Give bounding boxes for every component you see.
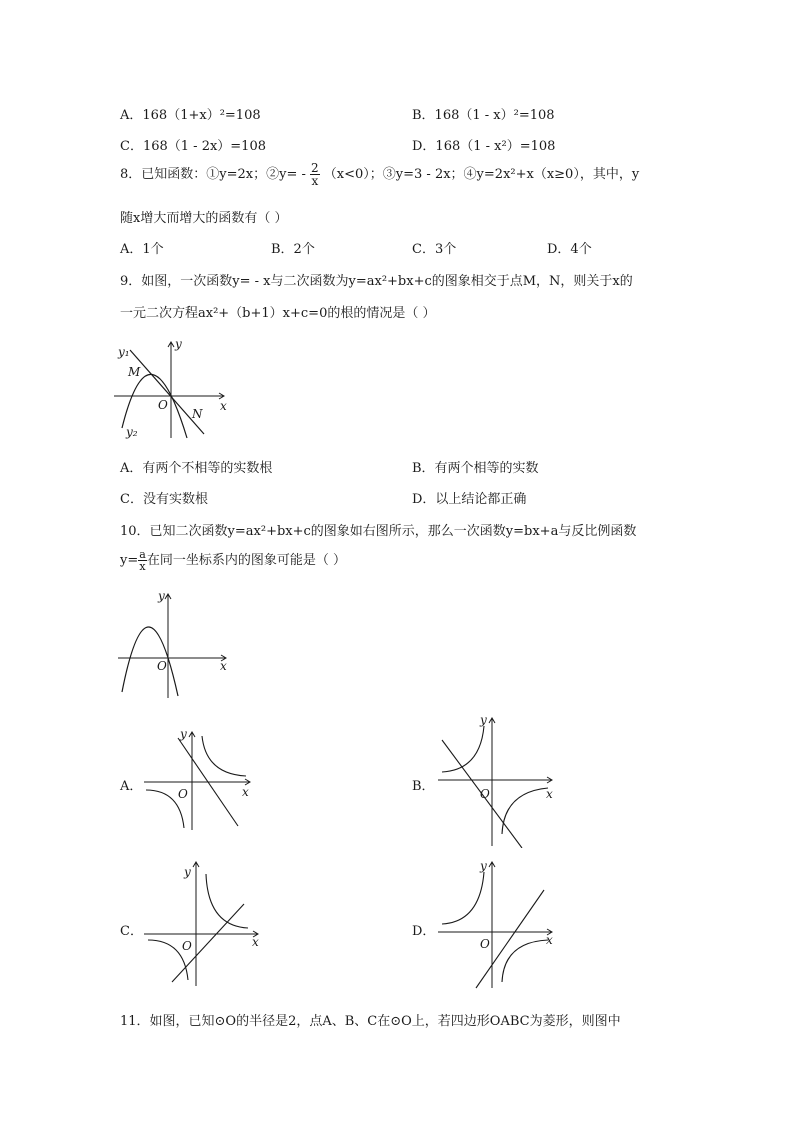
q10-fraction xyxy=(138,549,147,572)
optA-hyperbola-q1 xyxy=(202,736,246,776)
q7-option-d: D．168（1 - x²）=108 xyxy=(412,139,556,154)
q8-fraction-numerator: 2 xyxy=(311,161,319,175)
optD-label-y: y xyxy=(480,859,487,873)
q8-option-d: D．4个 xyxy=(547,242,592,257)
optA-label-o: O xyxy=(178,787,188,801)
q10-main-label-x: x xyxy=(220,659,227,673)
q8-option-a: A．1个 xyxy=(120,242,164,257)
q9-figure xyxy=(112,336,232,442)
q9-line2: 一元二次方程ax²+（b+1）x+c=0的根的情况是（ ） xyxy=(120,306,436,321)
q9-label-y2: y₂ xyxy=(126,425,138,439)
optB-label-y: y xyxy=(480,713,487,727)
optC-label-x: x xyxy=(252,935,259,949)
optD-label-o: O xyxy=(480,937,490,951)
q10-option-d-label: D． xyxy=(412,924,436,939)
q10-option-c-label: C． xyxy=(120,924,143,939)
q10-fraction-numerator: a xyxy=(139,548,146,561)
q9-line-curve xyxy=(130,350,204,434)
optD-hyperbola-q4 xyxy=(502,940,548,982)
q10-line1: 10．已知二次函数y=ax²+bx+c的图象如右图所示，那么一次函数y=bx+a与反比例函数 xyxy=(120,524,637,539)
optC-hyperbola-q1 xyxy=(206,874,248,928)
q7-option-a: A．168（1+x）²=108 xyxy=(120,108,261,123)
optC-label-o: O xyxy=(182,939,192,953)
q8-fraction-denominator: x xyxy=(311,174,319,188)
q9-label-o: O xyxy=(158,398,168,412)
optA-label-y: y xyxy=(180,728,187,741)
q11-line1: 11．如图，已知⊙O的半径是2，点A、B、C在⊙O上，若四边形OABC为菱形，则图中 xyxy=(120,1014,621,1029)
q10-option-a-figure xyxy=(142,728,254,832)
q10-parabola-figure xyxy=(114,588,234,700)
q10-option-a-label: A． xyxy=(120,779,143,794)
q10-option-d-figure xyxy=(436,856,560,990)
q10-main-parabola xyxy=(122,627,178,696)
q10-text-post: 在同一坐标系内的图象可能是（ ） xyxy=(146,553,346,568)
q8-option-b: B．2个 xyxy=(271,242,315,257)
q9-label-x: x xyxy=(220,399,227,413)
q8-fraction xyxy=(310,162,320,187)
q10-line2 xyxy=(120,548,346,574)
q10-option-b-figure xyxy=(436,712,560,848)
q7-option-b: B．168（1 - x）²=108 xyxy=(412,108,555,123)
q9-option-a: A．有两个不相等的实数根 xyxy=(120,461,273,476)
q10-option-b-label: B． xyxy=(412,779,435,794)
optA-label-x: x xyxy=(242,785,249,799)
q10-option-c-figure xyxy=(142,858,264,988)
q10-main-label-y: y xyxy=(158,589,165,603)
q9-label-m: M xyxy=(128,365,141,379)
optC-label-y: y xyxy=(184,865,191,879)
optD-hyperbola-q2 xyxy=(442,872,484,924)
q9-line1: 9．如图，一次函数y= - x与二次函数为y=ax²+bx+c的图象相交于点M，N，则关于x的 xyxy=(120,274,633,289)
q8-option-c: C．3个 xyxy=(412,242,457,257)
q8-line1 xyxy=(120,162,639,188)
q8-line2: 随x增大而增大的函数有（ ） xyxy=(120,211,288,226)
q9-label-n: N xyxy=(192,407,203,421)
q10-text-pre: y= xyxy=(120,553,139,568)
q10-fraction-denominator: x xyxy=(139,560,146,573)
q9-option-b: B．有两个相等的实数 xyxy=(412,461,539,476)
q8-text-post: （x<0）；③y=3 - 2x；④y=2x²+x（x≥0），其中，y xyxy=(323,167,640,182)
q9-label-y1: y₁ xyxy=(118,345,130,359)
optB-label-o: O xyxy=(480,787,490,801)
q9-option-d: D．以上结论都正确 xyxy=(412,492,527,507)
optB-label-x: x xyxy=(546,787,553,801)
q9-label-y: y xyxy=(175,337,182,351)
optD-label-x: x xyxy=(546,933,553,947)
q10-main-label-o: O xyxy=(157,659,167,673)
q9-option-c: C．没有实数根 xyxy=(120,492,208,507)
q7-option-c: C．168（1 - 2x）=108 xyxy=(120,139,266,154)
optB-hyperbola-q4 xyxy=(502,788,548,834)
q8-text-pre: 8．已知函数：①y=2x；②y= - xyxy=(120,167,306,182)
